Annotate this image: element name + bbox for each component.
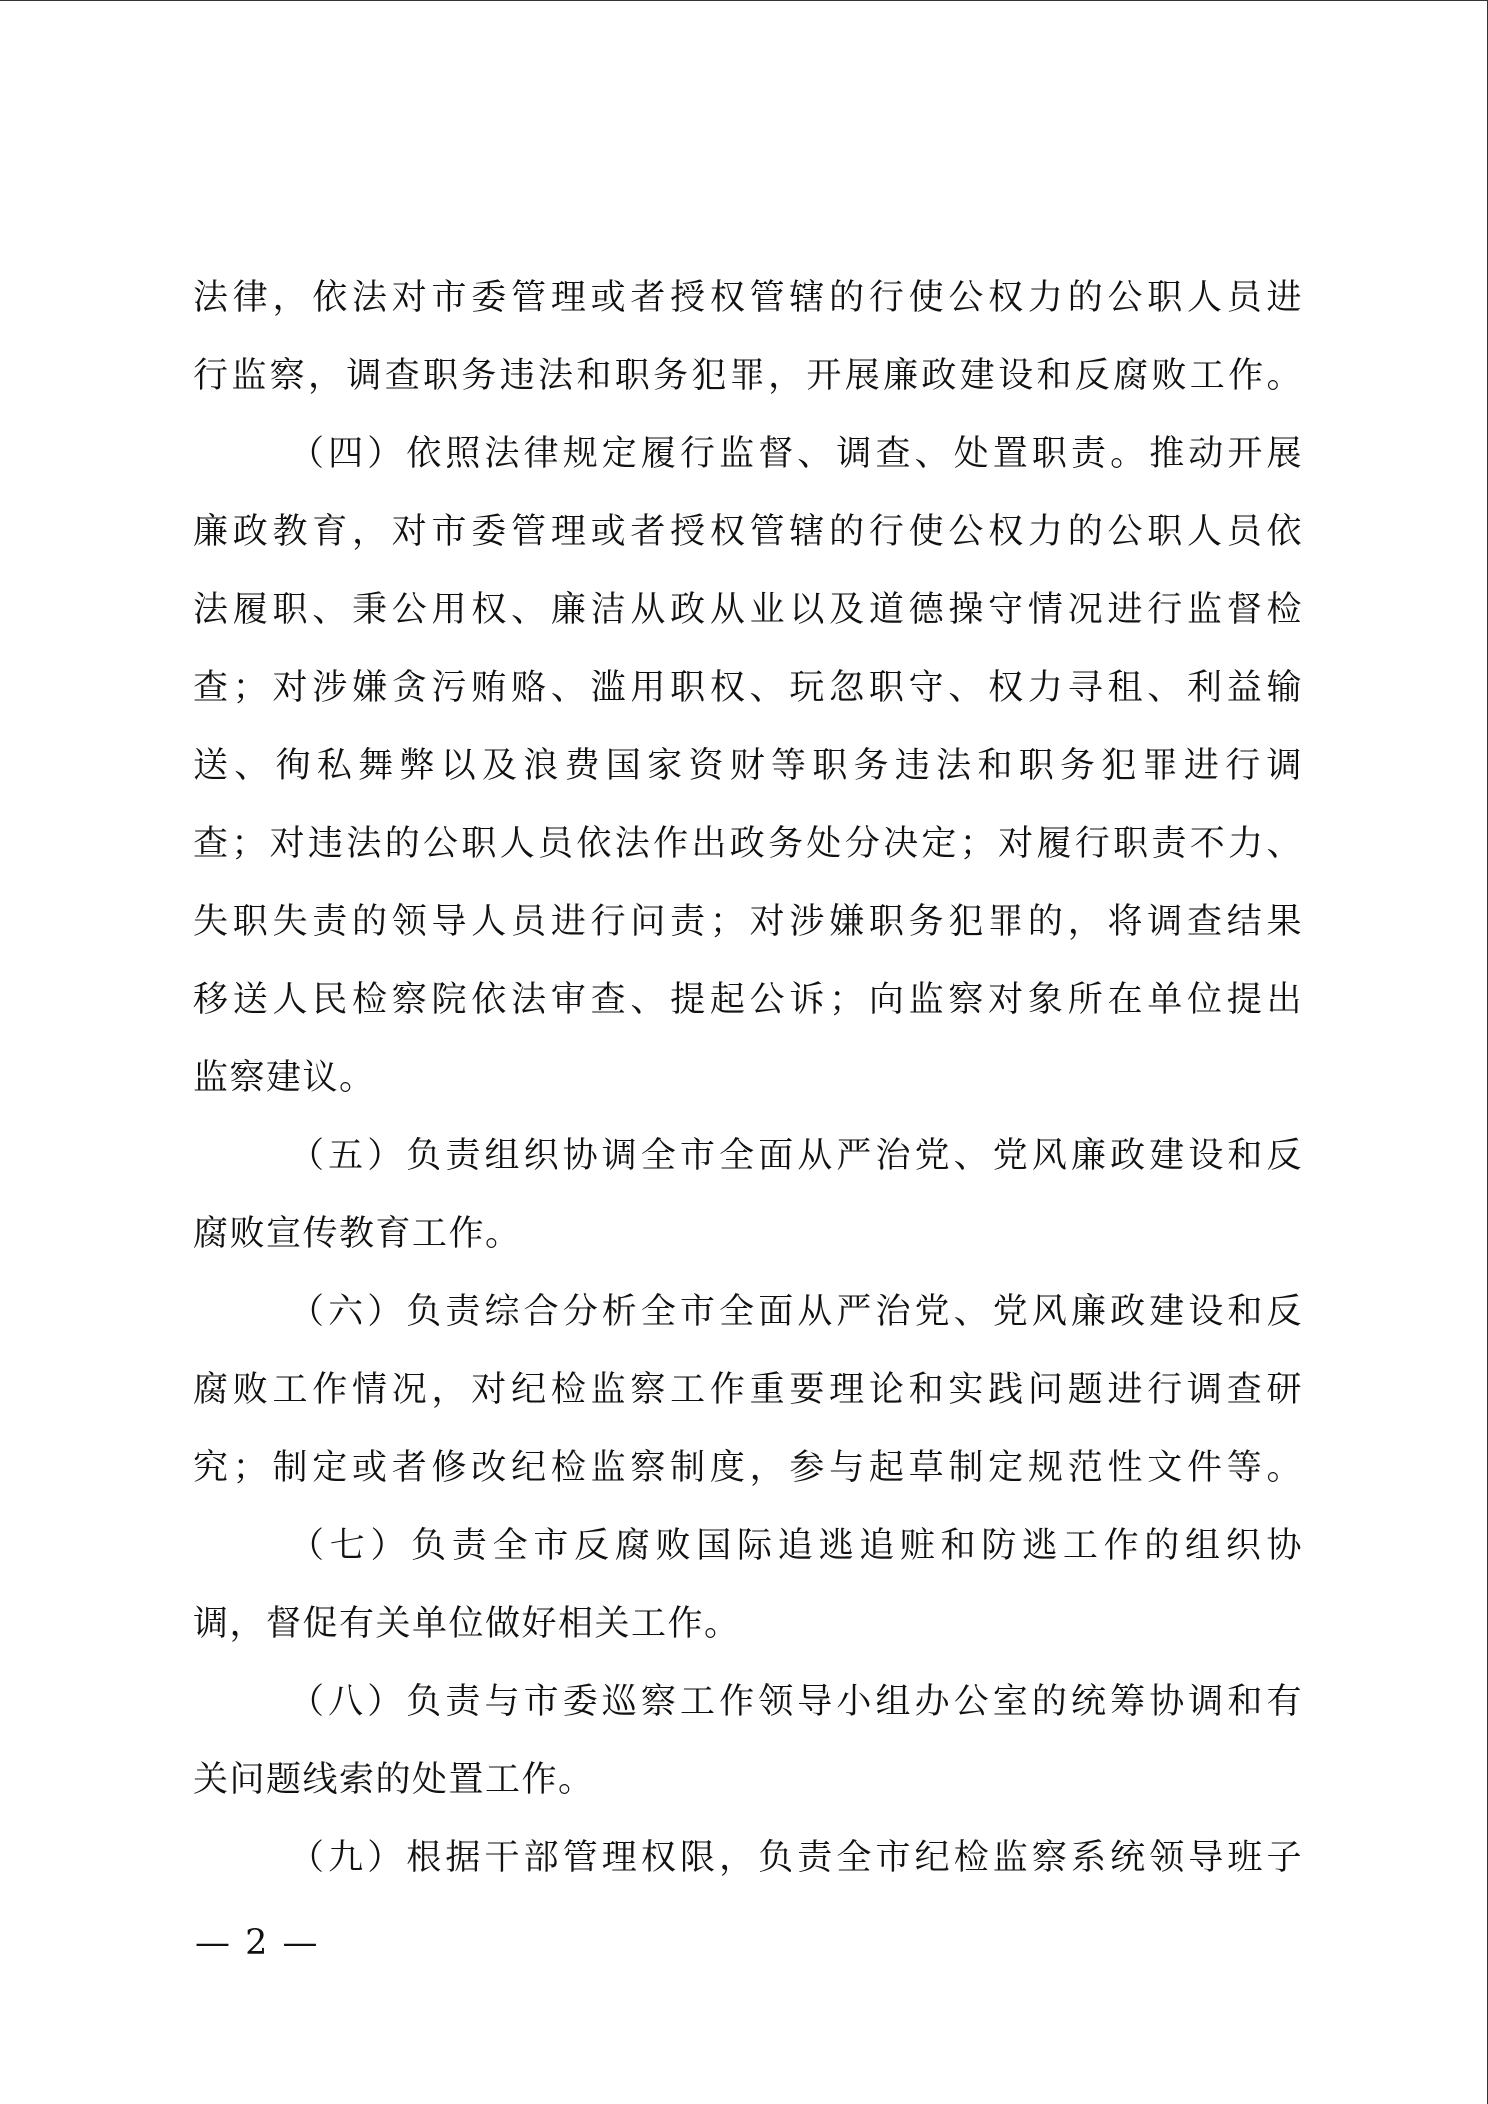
text-line: （四）依照法律规定履行监督、调查、处置职责。推动开展 — [289, 434, 1303, 474]
text-line: （七）负责全市反腐败国际追逃追赃和防逃工作的组织协 — [289, 1526, 1303, 1566]
text-line: 行监察，调查职务违法和职务犯罪，开展廉政建设和反腐败工作。 — [193, 356, 1303, 396]
text-line: 失职失责的领导人员进行问责；对涉嫌职务犯罪的，将调查结果 — [193, 902, 1303, 942]
text-line: 查；对涉嫌贪污贿赂、滥用职权、玩忽职守、权力寻租、利益输 — [193, 668, 1303, 708]
text-line: 廉政教育，对市委管理或者授权管辖的行使公权力的公职人员依 — [193, 512, 1303, 552]
text-line: 究；制定或者修改纪检监察制度，参与起草制定规范性文件等。 — [193, 1448, 1303, 1488]
text-line: 送、徇私舞弊以及浪费国家资财等职务违法和职务犯罪进行调 — [193, 746, 1303, 786]
text-line: （九）根据干部管理权限，负责全市纪检监察系统领导班子 — [289, 1838, 1303, 1878]
body-text — [193, 259, 1303, 1897]
page-number: — 2 — — [195, 1923, 320, 1963]
text-line: 关问题线索的处置工作。 — [193, 1760, 595, 1800]
text-line: 查；对违法的公职人员依法作出政务处分决定；对履行职责不力、 — [193, 824, 1303, 864]
text-line: 腐败宣传教育工作。 — [193, 1214, 522, 1254]
text-line: 监察建议。 — [193, 1058, 376, 1098]
text-line: （五）负责组织协调全市全面从严治党、党风廉政建设和反 — [289, 1136, 1303, 1176]
text-line: 移送人民检察院依法审查、提起公诉；向监察对象所在单位提出 — [193, 980, 1303, 1020]
text-line: 腐败工作情况，对纪检监察工作重要理论和实践问题进行调查研 — [193, 1370, 1303, 1410]
text-line: （六）负责综合分析全市全面从严治党、党风廉政建设和反 — [289, 1292, 1303, 1332]
text-line: 法律，依法对市委管理或者授权管辖的行使公权力的公职人员进 — [193, 278, 1303, 318]
text-line: 调，督促有关单位做好相关工作。 — [193, 1604, 741, 1644]
text-line: （八）负责与市委巡察工作领导小组办公室的统筹协调和有 — [289, 1682, 1303, 1722]
text-line: 法履职、秉公用权、廉洁从政从业以及道德操守情况进行监督检 — [193, 590, 1303, 630]
